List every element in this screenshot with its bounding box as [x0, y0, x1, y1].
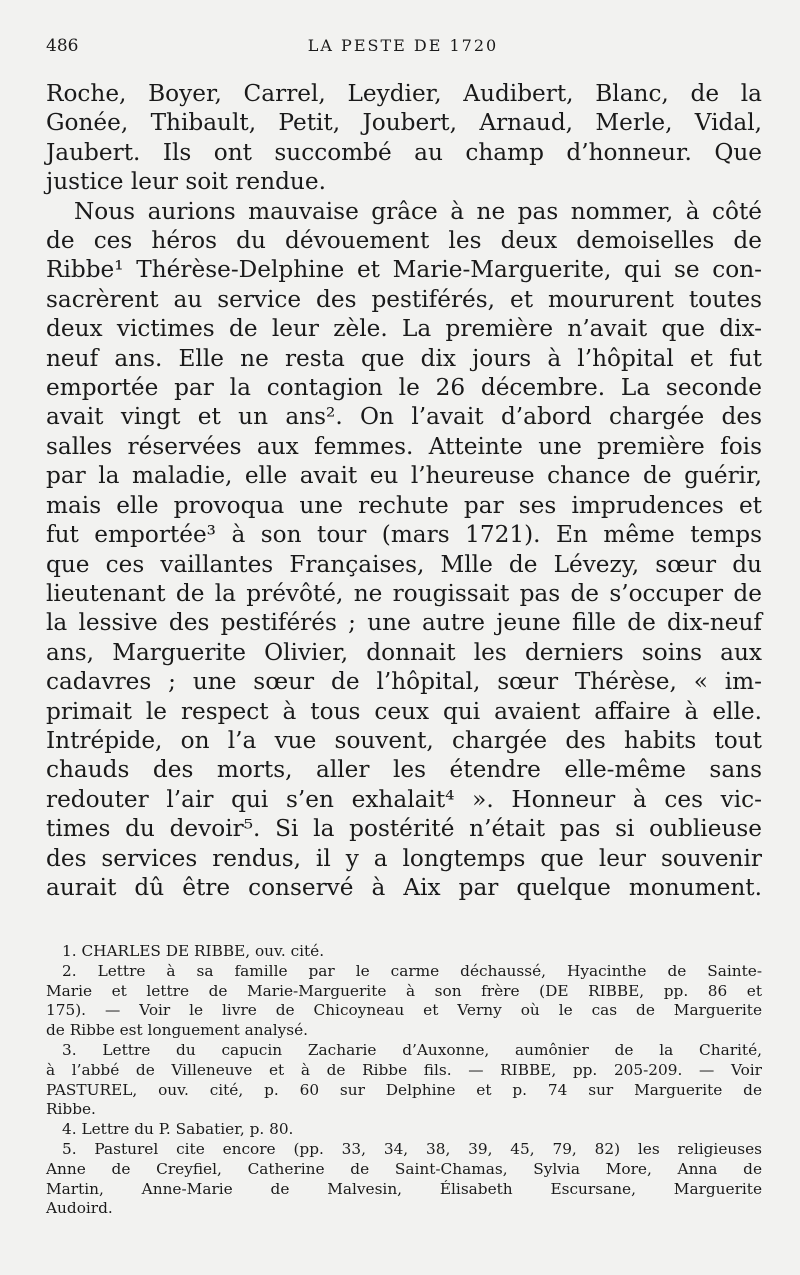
- footnote-1: 1. CHARLES DE RIBBE, ouv. cité.: [62, 942, 325, 960]
- footnote-5: 5. Pasturel cite encore (pp. 33, 34, 38, 39, 45, 79, 82) les religieuses: [62, 1139, 762, 1158]
- text-line: ans, Marguerite Olivier, donnait les derniers soins aux: [46, 638, 762, 666]
- footnotes: [46, 942, 762, 1219]
- paragraph-first-line: Nous aurions mauvaise grâce à ne pas nommer, à côté: [74, 197, 762, 225]
- footnote-line: de Ribbe est longuement analysé.: [46, 1021, 308, 1040]
- footnote-3: 3. Lettre du capucin Zacharie d’Auxonne, aumônier de la Charité,: [62, 1040, 762, 1059]
- text-line: times du devoir⁵. Si la postérité n’était pas si oublieuse: [46, 815, 762, 843]
- text-line: emportée par la contagion le 26 décembre. La seconde: [46, 374, 762, 402]
- text-line: sacrèrent au service des pestiférés, et moururent toutes: [46, 285, 762, 313]
- text-line: neuf ans. Elle ne resta que dix jours à l’hôpital et fut: [46, 344, 762, 372]
- footnote-line: Martin, Anne-Marie de Malvesin, Élisabeth Escursane, Marguerite: [46, 1179, 762, 1198]
- text-line: par la maladie, elle avait eu l’heureuse chance de guérir,: [46, 462, 762, 490]
- running-title: LA PESTE DE 1720: [307, 36, 499, 55]
- text-line: des services rendus, il y a longtemps que leur souvenir: [46, 844, 762, 872]
- text-line: lieutenant de la prévôté, ne rougissait pas de s’occuper de: [46, 579, 762, 607]
- text-line: Ribbe¹ Thérèse-Delphine et Marie-Marguerite, qui se con-: [46, 256, 762, 284]
- page-number: 486: [46, 36, 79, 56]
- text-line: Jaubert. Ils ont succombé au champ d’honneur. Que: [46, 138, 762, 166]
- text-line: Roche, Boyer, Carrel, Leydier, Audibert, Blanc, de la: [46, 80, 762, 107]
- text-line: justice leur soit rendue.: [46, 168, 326, 196]
- text-line: chauds des morts, aller les étendre elle-même sans: [46, 756, 762, 784]
- text-line: primait le respect à tous ceux qui avaient affaire à elle.: [46, 697, 762, 725]
- footnote-line: Ribbe.: [46, 1100, 96, 1119]
- text-line: que ces vaillantes Françaises, Mlle de Lévezy, sœur du: [46, 550, 762, 578]
- page-header: [46, 28, 760, 62]
- footnote-line: à l’abbé de Villeneuve et à de Ribbe fils. — RIBBE, pp. 205-209. — Voir: [46, 1060, 762, 1079]
- text-line: avait vingt et un ans². On l’avait d’abord chargée des: [46, 403, 762, 431]
- text-line: la lessive des pestiférés ; une autre jeune fille de dix-neuf: [46, 609, 762, 637]
- footnote-line: Anne de Creyfiel, Catherine de Saint-Chamas, Sylvia More, Anna de: [46, 1159, 762, 1178]
- footnote-line: Audoird.: [46, 1199, 113, 1218]
- text-line: redouter l’air qui s’en exhalait⁴ ». Honneur à ces vic-: [46, 785, 762, 813]
- main-text: [46, 79, 762, 902]
- text-line: salles réservées aux femmes. Atteinte une première fois: [46, 432, 762, 460]
- text-line: de ces héros du dévouement les deux demoiselles de: [46, 227, 762, 255]
- text-line: Intrépide, on l’a vue souvent, chargée des habits tout: [46, 726, 762, 754]
- text-line: cadavres ; une sœur de l’hôpital, sœur Thérèse, « im-: [46, 668, 762, 696]
- footnote-2: 2. Lettre à sa famille par le carme déchaussé, Hyacinthe de Sainte-: [62, 961, 762, 980]
- footnote-line: Marie et lettre de Marie-Marguerite à son frère (DE RIBBE, pp. 86 et: [46, 981, 762, 1000]
- footnote-line: 175). — Voir le livre de Chicoyneau et Verny où le cas de Marguerite: [46, 1001, 762, 1020]
- footnote-4: 4. Lettre du P. Sabatier, p. 80.: [62, 1120, 294, 1139]
- text-line: mais elle provoqua une rechute par ses imprudences et: [46, 491, 762, 519]
- text-line: deux victimes de leur zèle. La première n’avait que dix-: [46, 315, 762, 343]
- text-line: aurait dû être conservé à Aix par quelque monument.: [46, 873, 762, 901]
- text-line: Gonée, Thibault, Petit, Joubert, Arnaud, Merle, Vidal,: [46, 109, 762, 137]
- footnote-line: PASTUREL, ouv. cité, p. 60 sur Delphine et p. 74 sur Marguerite de: [46, 1080, 762, 1099]
- text-line: fut emportée³ à son tour (mars 1721). En même temps: [46, 521, 762, 549]
